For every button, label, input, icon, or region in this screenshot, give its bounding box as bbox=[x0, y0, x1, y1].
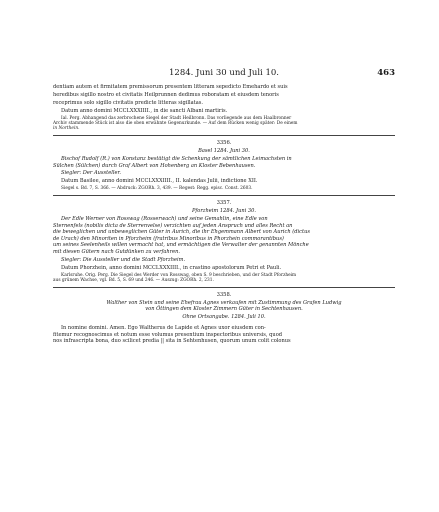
summary-line: die beweglichen und unbeweglichen Güter in Aurich, die ihr Ehgemmann Albert von Aurich (dictus bbox=[53, 229, 310, 236]
section-divider bbox=[53, 195, 395, 196]
source-note-line: Archiv stammende Stück ist also die oben erwähnte Gegenurkunde. — Auf dem Rücken wenig später: De einem bbox=[53, 121, 298, 127]
text-line: fitemur recognoscimus et notum esse volumus presentium inspectoribus universis, quod bbox=[53, 331, 283, 338]
source-note-line: aus grünem Wachse, vgl. Bd. 5, S. 69 und 246. — Auszug: ZGORh. 2, 231. bbox=[53, 278, 214, 284]
datum-line: Datum anno domini MCCLXXXIIII., in die sancti Albani martiris. bbox=[61, 107, 228, 114]
place-date: Basel 1284. Juni 30. bbox=[198, 147, 250, 154]
summary-line: de Urach) den Minoriten in Pforzheim (fratribus Minoribus in Phorzhein commorantibus) bbox=[53, 235, 284, 242]
source-note-line: Siegel s. Bd. 7, S. 366. — Abdruck: ZGORh. 3, 439. — Regest: Regg. episc. Const. 2603. bbox=[61, 186, 253, 192]
source-note-line: Karlsruhe. Orig. Perg. Die Siegel des Werder von Rosswag, oben S. 9 beschrieben, und der Stadt Pforzheim bbox=[61, 272, 297, 278]
text-line: nos infrascripta bona, duo scilicet predia || sita in Sehtenhusen, quorum unum colit colonus bbox=[53, 338, 291, 345]
header-date-line: 1284. Juni 30 und Juli 10. bbox=[169, 68, 279, 78]
source-note-line: in Northein. bbox=[53, 126, 80, 132]
section-divider bbox=[53, 135, 395, 136]
summary-line: von Öttingen dem Kloster Zimmern Güter in Sechtenhausen. bbox=[145, 306, 303, 313]
summary-line: Sülchen (Sülchen) durch Graf Albert von Hohenberg an Kloster Bebenhausen. bbox=[53, 162, 256, 169]
running-header bbox=[53, 68, 395, 78]
summary-line: Der Edle Werner von Rosswag (Rosserwach) und seine Gemahlin, eine Edle von bbox=[61, 216, 268, 223]
section-divider bbox=[53, 287, 395, 288]
document-3356 bbox=[53, 140, 395, 192]
summary-line: um seines Seelenheils willen vermacht hat, und ermächtigen die Verwalter der genannten Mönche bbox=[53, 242, 309, 249]
summary-line: Bischof Rudolf (R.) von Konstanz bestätigt die Schenkung der sämtlichen Leimachsten in bbox=[61, 155, 292, 162]
document-number: 3356. bbox=[216, 140, 232, 147]
siegler-line: Siegler: Die Aussteller und die Stadt Pforzheim. bbox=[61, 256, 186, 263]
document-number: 3357. bbox=[216, 200, 232, 207]
page-number: 463 bbox=[377, 68, 395, 78]
source-note-line: Ial. Perg. Abhangend das zerbrochene Siegel der Stadt Heilbronn. Das vorliegende aus dem Haalbronner bbox=[61, 115, 292, 121]
summary-line: mit diesen Gütern nach Gutdünken zu verfahren. bbox=[53, 248, 181, 255]
text-line: heredibus sigillo nostro et civitatis Heilprunnen dedimus roboratam et eiusdem tenoris bbox=[53, 91, 279, 98]
place-date: Ohne Ortsangabe. 1284. Juli 10. bbox=[182, 314, 266, 321]
text-line: In nomine domini. Amen. Ego Waltherus de Lapide et Agnes uxor eiusdem con- bbox=[61, 325, 266, 332]
place-date: Pforzheim 1284. Juni 30. bbox=[191, 208, 257, 215]
page-body bbox=[53, 84, 395, 346]
summary-line: Sternenfels (nobilis dicta de Sterrenvelse) verzichten auf jeden Anspruch und alles Recht an bbox=[53, 222, 293, 229]
text-line: dentiam autem et firmitatem premissorum presentem litteram sepedicto Emehardo et suis bbox=[53, 84, 288, 90]
text-line: receprimus solo sigillo civitatis predicte litteras sigillatas. bbox=[53, 99, 203, 106]
datum-line: Datum Phorzhein, anno domini MCCLXXXIIII., in crastino apostolorum Petri et Pauli. bbox=[61, 264, 282, 271]
datum-line: Datum Basilee, anno domini MCCLXXXIIII., II. kalendas Julii, indictione XII. bbox=[61, 178, 258, 185]
siegler-line: Siegler: Der Aussteller. bbox=[61, 170, 121, 177]
summary-line: Walther von Stein und seine Ehefrau Agnes verkaufen mit Zustimmung des Grafen Ludwig bbox=[106, 299, 342, 306]
document-number: 3358. bbox=[216, 291, 232, 298]
previous-document-tail bbox=[53, 84, 395, 132]
document-3357 bbox=[53, 200, 395, 283]
document-3358 bbox=[53, 292, 395, 345]
